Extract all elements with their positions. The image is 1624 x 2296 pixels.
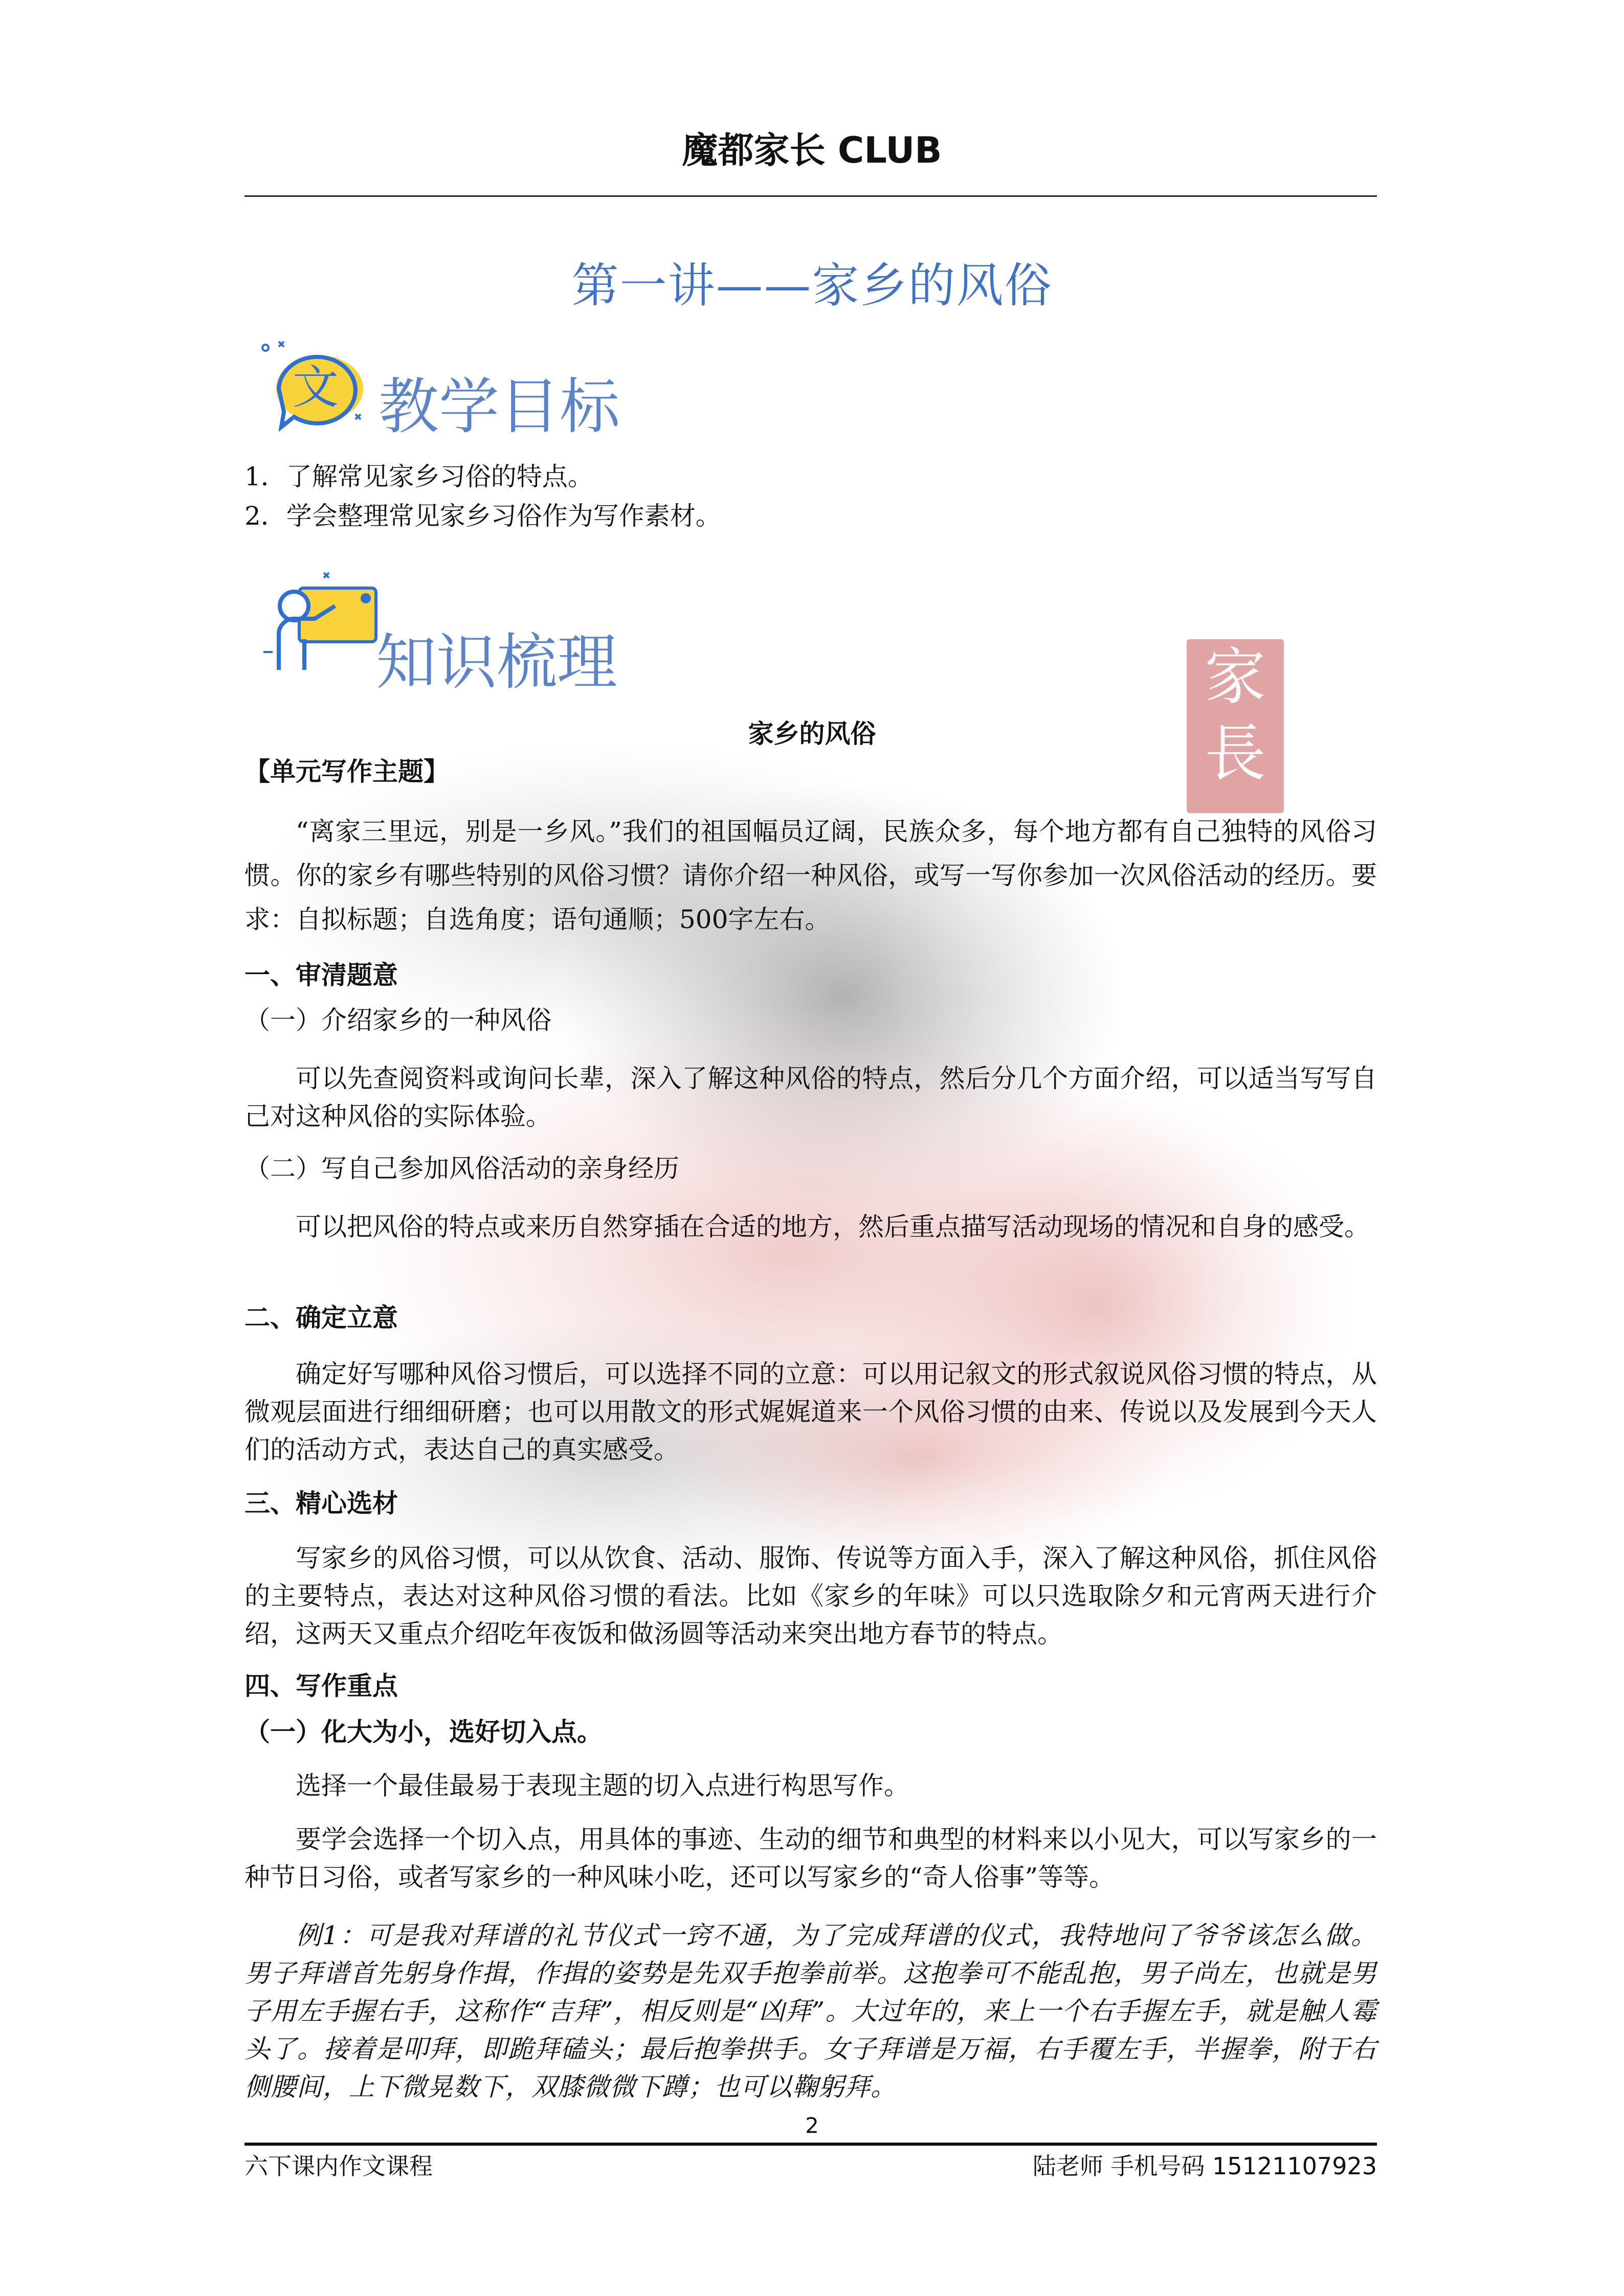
unit-theme-label: 【单元写作主题】 — [244, 757, 449, 786]
section-heading-knowledge: 知识梳理 — [376, 627, 618, 697]
heading-1-sub-2: （二）写自己参加风俗活动的亲身经历 — [244, 1154, 679, 1183]
heading-1-sub-1: （一）介绍家乡的一种风俗 — [244, 1005, 551, 1035]
heading-4-sub-1: （一）化大为小，选好切入点。 — [244, 1717, 603, 1747]
goal-item-1: 1．了解常见家乡习俗的特点。 — [244, 462, 593, 491]
header-title: 魔都家长 CLUB — [682, 129, 942, 171]
teacher-board-icon — [258, 568, 381, 687]
section-heading-teaching-goals: 教学目标 — [379, 371, 620, 442]
heading-2-paragraph: 确定好写哪种风俗习惯后，可以选择不同的立意：可以用记叙文的形式叙说风俗习惯的特点，从微观层面进行细细研磨；也可以用散文的形式娓娓道来一个风俗习惯的由来、传说以及发展到今天人们的活动方式，表达自己的真实感受。 — [244, 1359, 1377, 1465]
heading-1-paragraph-1: 可以先查阅资料或询问长辈，深入了解这种风俗的特点，然后分几个方面介绍，可以适当写写自己对这种风俗的实际体验。 — [244, 1064, 1377, 1131]
lecture-title: 第一讲——家乡的风俗 — [571, 258, 1053, 313]
footer-contact: 陆老师 手机号码 15121107923 — [1032, 2152, 1377, 2180]
heading-4-paragraph-2: 要学会选择一个切入点，用具体的事迹、生动的细节和典型的材料来以小见大，可以写家乡的一种节日习俗，或者写家乡的一种风味小吃，还可以写家乡的“奇人俗事”等等。 — [244, 1825, 1377, 1892]
content-subtitle: 家乡的风俗 — [748, 719, 876, 749]
chat-bubble-wen-icon — [258, 337, 376, 442]
seal-line-1: 家 — [1205, 642, 1266, 713]
heading-1-paragraph-2: 可以把风俗的特点或来历自然穿插在合适的地方，然后重点描写活动现场的情况和自身的感受。 — [296, 1212, 1370, 1242]
header-divider — [244, 195, 1377, 197]
heading-1: 一、审清题意 — [244, 960, 398, 990]
goal-item-2: 2．学会整理常见家乡习俗作为写作素材。 — [244, 501, 721, 531]
footer-divider — [244, 2143, 1377, 2146]
icon-char: 文 — [293, 361, 339, 414]
heading-3-paragraph: 写家乡的风俗习惯，可以从饮食、活动、服饰、传说等方面入手，深入了解这种风俗，抓住风俗的主要特点，表达对这种风俗习惯的看法。比如《家乡的年味》可以只选取除夕和元宵两天进行介绍，这两天又重点介绍吃年夜饭和做汤圆等活动来突出地方春节的特点。 — [244, 1543, 1377, 1649]
seal-line-2: 長 — [1205, 718, 1266, 790]
page-number: 2 — [805, 2113, 819, 2138]
heading-4-paragraph-1: 选择一个最佳最易于表现主题的切入点进行构思写作。 — [296, 1771, 909, 1800]
unit-theme-text: “离家三里远，别是一乡风。”我们的祖国幅员辽阔，民族众多，每个地方都有自己独特的风俗习惯。你的家乡有哪些特别的风俗习惯？请你介绍一种风俗，或写一写你参加一次风俗活动的经历。要求：自拟标题；自选角度；语句通顺；500字左右。 — [244, 817, 1377, 934]
footer-course: 六下课内作文课程 — [244, 2152, 433, 2180]
heading-2: 二、确定立意 — [244, 1303, 398, 1333]
heading-4: 四、写作重点 — [244, 1671, 398, 1701]
example-1: 例1：可是我对拜谱的礼节仪式一窍不通，为了完成拜谱的仪式，我特地问了爷爷该怎么做。男子拜谱首先躬身作揖，作揖的姿势是先双手抱拳前举。这抱拳可不能乱抱，男子尚左，也就是男子用左手握右手，这称作“吉拜”，相反则是“凶拜”。大过年的，来上一个右手握左手，就是触人霉头了。接着是叩拜，即跪拜磕头；最后抱拳拱手。女子拜谱是万福，右手覆左手，半握拳，附于右侧腰间，上下微晃数下，双膝微微下蹲；也可以鞠躬拜。 — [244, 1921, 1377, 2102]
heading-3: 三、精心选材 — [244, 1489, 398, 1518]
